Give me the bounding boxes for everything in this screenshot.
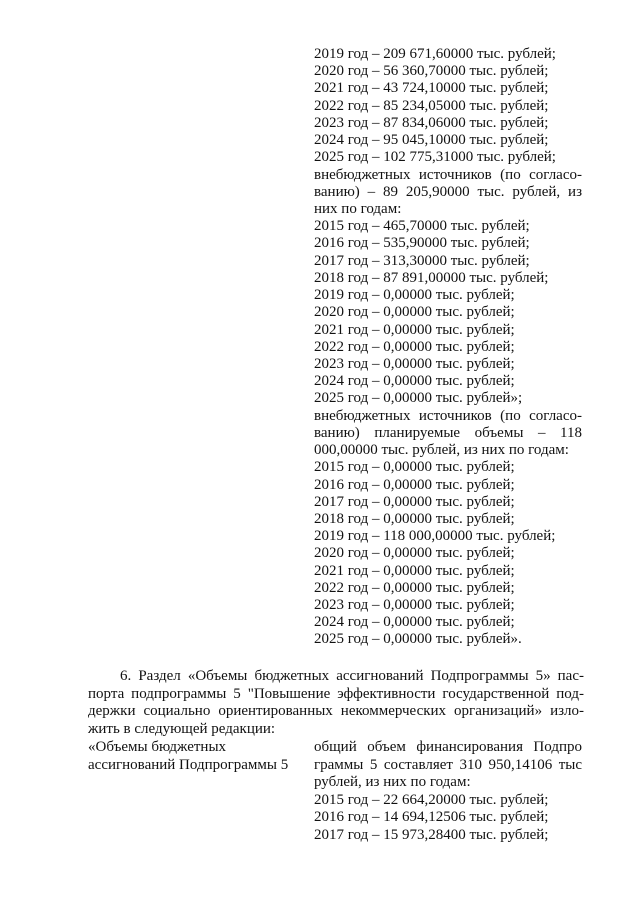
funding-line: 2023 год – 87 834,06000 тыс. рублей; — [314, 114, 549, 131]
paragraph-line: жить в следующей редакции: — [88, 720, 276, 737]
funding-line: 2025 год – 0,00000 тыс. рублей»; — [314, 390, 523, 407]
funding-line: 000,00000 тыс. рублей, из них по годам: — [314, 442, 569, 459]
funding-line: 2018 год – 87 891,00000 тыс. рублей; — [314, 269, 549, 286]
table-left-cell-line: ассигнований Подпрограммы 5 — [88, 756, 289, 773]
funding-line: 2015 год – 0,00000 тыс. рублей; — [314, 459, 515, 476]
table-right-cell-line: 2017 год – 15 973,28400 тыс. рублей; — [314, 827, 549, 843]
funding-line: 2022 год – 0,00000 тыс. рублей; — [314, 338, 515, 355]
funding-line: 2017 год – 0,00000 тыс. рублей; — [314, 493, 515, 510]
table-left-cell-line: «Объемы бюджетных — [88, 739, 227, 755]
funding-line: 2024 год – 0,00000 тыс. рублей; — [314, 614, 515, 631]
funding-line: внебюджетных источников (по согласо- — [314, 407, 582, 424]
paragraph-line: держки социально ориентированных некоммерческих организаций» изло- — [88, 703, 584, 719]
funding-line: 2015 год – 465,70000 тыс. рублей; — [314, 218, 530, 235]
funding-line: 2025 год – 102 775,31000 тыс. рублей; — [314, 149, 556, 166]
funding-line: 2019 год – 209 671,60000 тыс. рублей; — [314, 46, 556, 62]
funding-line: 2021 год – 43 724,10000 тыс. рублей; — [314, 80, 549, 97]
funding-line: 2016 год – 0,00000 тыс. рублей; — [314, 476, 515, 493]
funding-line: ванию) – 89 205,90000 тыс. рублей, из — [314, 183, 582, 200]
funding-line: 2017 год – 313,30000 тыс. рублей; — [314, 252, 530, 269]
funding-line: 2018 год – 0,00000 тыс. рублей; — [314, 510, 515, 527]
funding-line: 2024 год – 95 045,10000 тыс. рублей; — [314, 132, 549, 149]
funding-line: ванию) планируемые объемы – 118 — [314, 424, 582, 441]
funding-line: них по годам: — [314, 200, 402, 217]
funding-line: 2022 год – 0,00000 тыс. рублей; — [314, 579, 515, 596]
paragraph-line: 6. Раздел «Объемы бюджетных ассигнований Подпрограммы 5» пас- — [120, 668, 584, 684]
funding-line: 2023 год – 0,00000 тыс. рублей; — [314, 597, 515, 614]
funding-line: 2023 год – 0,00000 тыс. рублей; — [314, 355, 515, 372]
funding-line: 2019 год – 0,00000 тыс. рублей; — [314, 287, 515, 304]
funding-line: 2020 год – 0,00000 тыс. рублей; — [314, 304, 515, 321]
funding-line: 2021 год – 0,00000 тыс. рублей; — [314, 321, 515, 338]
funding-line: 2021 год – 0,00000 тыс. рублей; — [314, 562, 515, 579]
funding-line: 2016 год – 535,90000 тыс. рублей; — [314, 235, 530, 252]
table-right-cell-line: рублей, из них по годам: — [314, 774, 471, 791]
funding-line: внебюджетных источников (по согласо- — [314, 166, 582, 183]
table-right-cell-line: общий объем финансирования Подпро — [314, 739, 582, 755]
funding-line: 2025 год – 0,00000 тыс. рублей». — [314, 631, 522, 648]
table-right-cell-line: 2016 год – 14 694,12506 тыс. рублей; — [314, 809, 549, 826]
paragraph-line: порта подпрограммы 5 "Повышение эффективности государственной под- — [88, 685, 584, 702]
table-right-cell-line: граммы 5 составляет 310 950,14106 тыс — [314, 756, 582, 773]
funding-line: 2024 год – 0,00000 тыс. рублей; — [314, 373, 515, 390]
funding-line: 2019 год – 118 000,00000 тыс. рублей; — [314, 528, 556, 545]
table-right-cell-line: 2015 год – 22 664,20000 тыс. рублей; — [314, 791, 549, 808]
funding-line: 2022 год – 85 234,05000 тыс. рублей; — [314, 97, 549, 114]
funding-line: 2020 год – 0,00000 тыс. рублей; — [314, 545, 515, 562]
funding-line: 2020 год – 56 360,70000 тыс. рублей; — [314, 63, 549, 80]
